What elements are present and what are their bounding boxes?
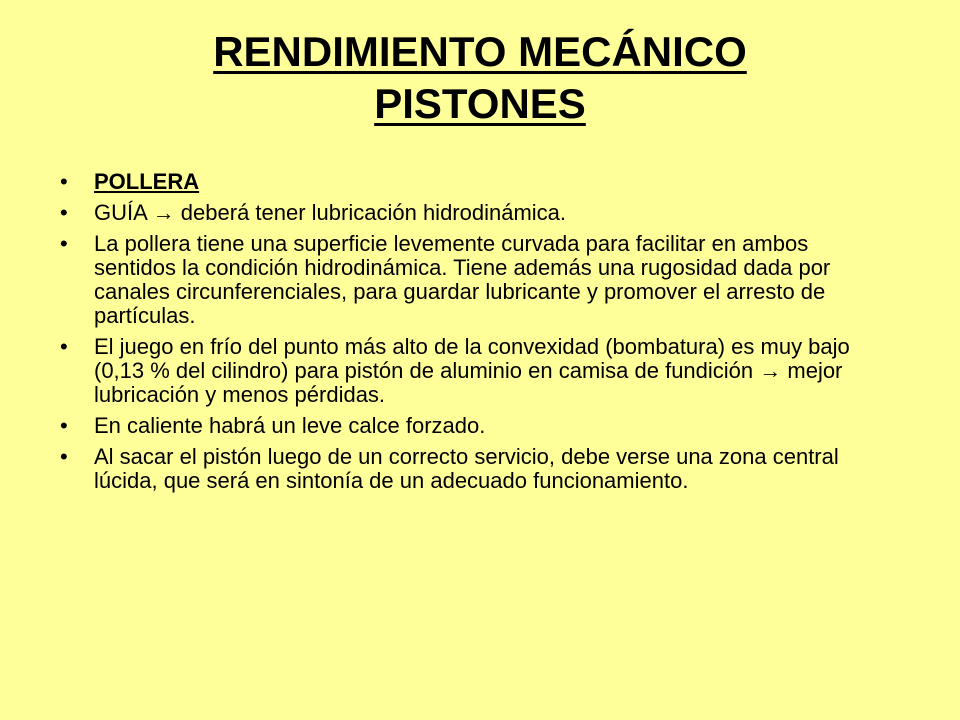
bullet-text: La pollera tiene una superficie levemente curvada para facilitar en ambos sentidos la condición hidrodinámica. Tiene además una rugosidad dada por canales circunferenciales, para guardar lubricante y promover el arresto de partículas. [94, 231, 831, 328]
bullet-text: GUÍA → deberá tener lubricación hidrodinámica. [94, 200, 567, 225]
bullet-list [60, 170, 860, 500]
bullet-item-zona-lucida [60, 445, 860, 493]
slide-title [48, 26, 912, 130]
bullet-icon: • [60, 169, 68, 194]
bullet-text: Al sacar el pistón luego de un correcto servicio, debe verse una zona central lúcida, que será en sintonía de un adecuado funcionamiento. [94, 444, 839, 493]
bullet-icon: • [60, 200, 68, 225]
title-line-1: RENDIMIENTO MECÁNICO [213, 28, 747, 75]
bullet-heading: POLLERA [94, 169, 200, 194]
bullet-icon: • [60, 334, 68, 359]
bullet-item-guia [60, 201, 860, 225]
bullet-item-juego-en-frio [60, 335, 860, 407]
bullet-icon: • [60, 444, 68, 469]
title-line-2: PISTONES [374, 80, 586, 127]
bullet-icon: • [60, 413, 68, 438]
bullet-text: El juego en frío del punto más alto de la convexidad (bombatura) es muy bajo (0,13 % del cilindro) para pistón de aluminio en camisa de fundición → mejor lubricación y menos pérdidas. [94, 334, 850, 407]
bullet-text: En caliente habrá un leve calce forzado. [94, 413, 486, 438]
bullet-item-en-caliente [60, 414, 860, 438]
bullet-item-pollera [60, 170, 860, 194]
bullet-icon: • [60, 231, 68, 256]
bullet-item-superficie [60, 232, 860, 328]
